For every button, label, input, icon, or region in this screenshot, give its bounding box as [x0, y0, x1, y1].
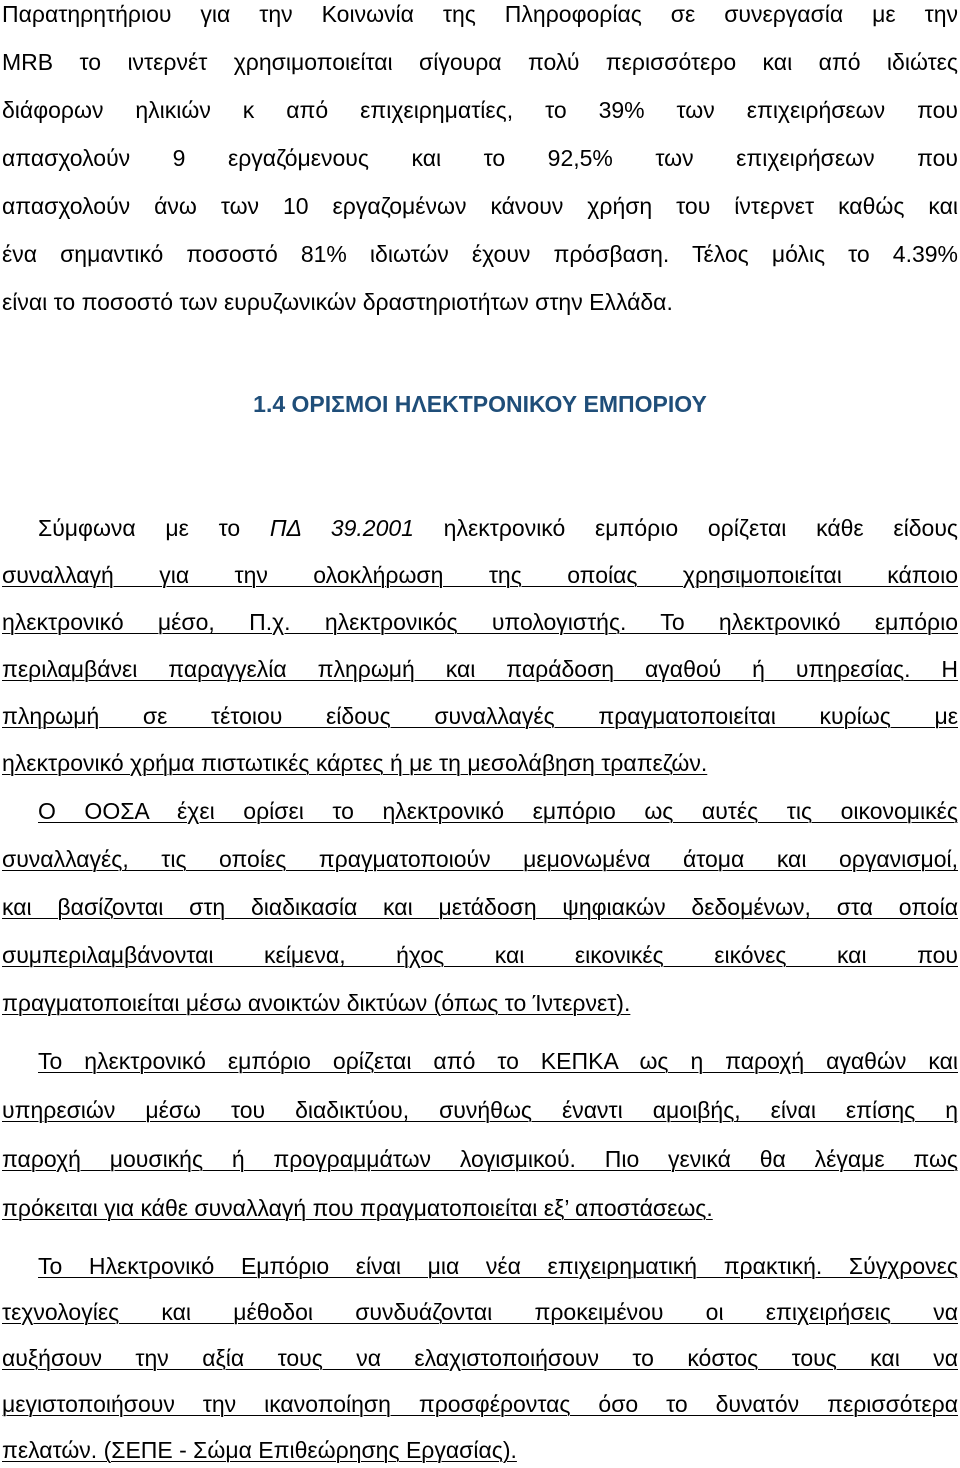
- body-text-line: είναι το ποσοστό των ευρυζωνικών δραστηριοτήτων στην Ελλάδα.: [2, 289, 673, 315]
- body-text-line: περιλαμβάνει παραγγελία πληρωμή και παράδοση αγαθού ή υπηρεσίας. Η: [2, 656, 958, 682]
- law-reference: ΠΔ 39.2001: [269, 515, 414, 541]
- body-text-line: τεχνολογίες και μέθοδοι συνδυάζονται προκειμένου οι επιχειρήσεις να: [2, 1299, 958, 1325]
- body-text-line: υπηρεσιών μέσω του διαδικτύου, συνήθως έναντι αμοιβής, είναι επίσης η: [2, 1097, 958, 1123]
- body-text-line: ηλεκτρονικό χρήμα πιστωτικές κάρτες ή με τη μεσολάβηση τραπεζών.: [2, 750, 708, 776]
- body-text-line: συναλλαγή για την ολοκλήρωση της οποίας χρησιμοποιείται κάποιο: [2, 562, 958, 588]
- body-text-line: ηλεκτρονικό μέσο, Π.χ. ηλεκτρονικός υπολογιστής. Το ηλεκτρονικό εμπόριο: [2, 609, 958, 635]
- body-text-line: αυξήσουν την αξία τους να ελαχιστοποιήσουν το κόστος τους και να: [2, 1345, 958, 1371]
- body-text-line: παροχή μουσικής ή προγραμμάτων λογισμικού. Πιο γενικά θα λέγαμε πως: [2, 1146, 958, 1172]
- body-text-line: απασχολούν άνω των 10 εργαζομένων κάνουν χρήση του ίντερνετ καθώς και: [2, 193, 958, 219]
- body-text-line: πραγματοποιείται μέσω ανοικτών δικτύων (όπως το Ίντερνετ).: [2, 990, 631, 1016]
- body-text-line: απασχολούν 9 εργαζόμενους και το 92,5% των επιχειρήσεων που: [2, 145, 958, 171]
- body-text-line: ένα σημαντικό ποσοστό 81% ιδιωτών έχουν πρόσβαση. Τέλος μόλις το 4.39%: [2, 241, 958, 267]
- body-text-line: [38, 514, 958, 542]
- body-text-line: Παρατηρητήριου για την Κοινωνία της Πληροφορίας σε συνεργασία με την: [2, 1, 958, 27]
- body-text-line: πληρωμή σε τέτοιου είδους συναλλαγές πραγματοποιείται κυρίως με: [2, 703, 958, 729]
- body-text-line: Ο ΟΟΣΑ έχει ορίσει το ηλεκτρονικό εμπόριο ως αυτές τις οικονομικές: [38, 798, 958, 824]
- body-text-line: συναλλαγές, τις οποίες πραγματοποιούν μεμονωμένα άτομα και οργανισμοί,: [2, 846, 958, 872]
- body-text-line: και βασίζονται στη διαδικασία και μετάδοση ψηφιακών δεδομένων, στα οποία: [2, 894, 958, 920]
- body-text-line: μεγιστοποιήσουν την ικανοποίηση προσφέροντας όσο το δυνατόν περισσότερα: [2, 1391, 958, 1417]
- body-text-line: Το Ηλεκτρονικό Εμπόριο είναι μια νέα επιχειρηματική πρακτική. Σύγχρονες: [38, 1253, 958, 1279]
- body-text-line: Το ηλεκτρονικό εμπόριο ορίζεται από το ΚΕΠΚΑ ως η παροχή αγαθών και: [38, 1048, 958, 1074]
- body-text-line: συμπεριλαμβάνονται κείμενα, ήχος και εικονικές εικόνες και που: [2, 942, 958, 968]
- body-text-line: MRB το ιντερνέτ χρησιμοποιείται σίγουρα πολύ περισσότερο και από ιδιώτες: [2, 49, 958, 75]
- body-text-line: διάφορων ηλικιών κ από επιχειρηματίες, το 39% των επιχειρήσεων που: [2, 97, 958, 123]
- body-text: ηλεκτρονικό εμπόριο ορίζεται κάθε είδους: [413, 515, 958, 541]
- section-heading: 1.4 ΟΡΙΣΜΟΙ ΗΛΕΚΤΡΟΝΙΚΟΥ ΕΜΠΟΡΙΟΥ: [253, 391, 707, 417]
- body-text-line: πρόκειται για κάθε συναλλαγή που πραγματοποιείται εξ’ αποστάσεως.: [2, 1195, 713, 1221]
- body-text: Σύμφωνα με το: [38, 515, 270, 541]
- body-text-line: πελατών. (ΣΕΠΕ - Σώμα Επιθεώρησης Εργασίας).: [2, 1437, 517, 1463]
